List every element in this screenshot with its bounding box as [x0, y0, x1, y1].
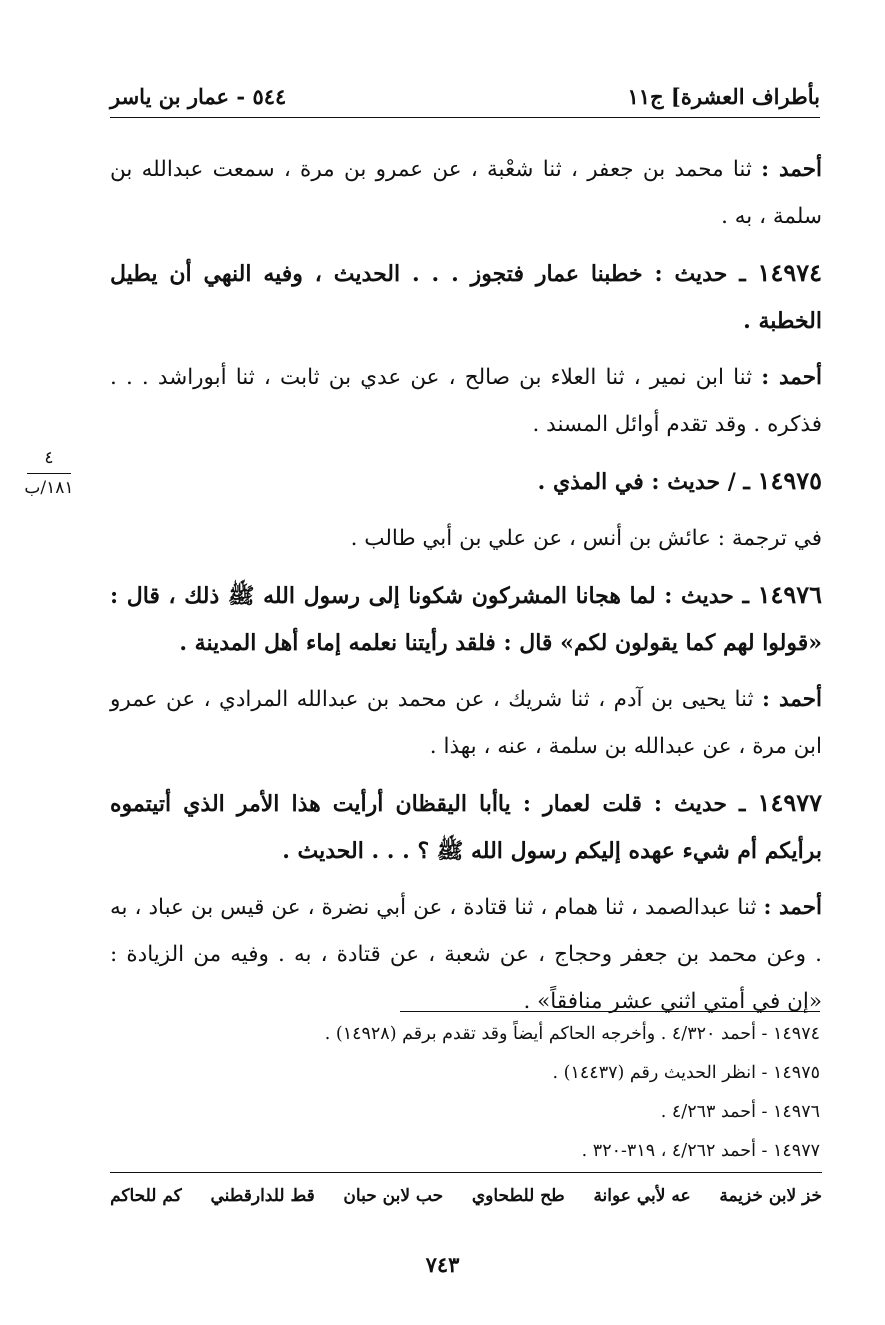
- main-text: [110, 146, 822, 1034]
- hadith-number: ١٤٩٧٤: [757, 258, 822, 287]
- chain-paragraph: في ترجمة : عائش بن أنس ، عن علي بن أبي طالب .: [350, 526, 822, 551]
- abbreviation-item: خز لابن خزيمة: [719, 1186, 822, 1206]
- chain-paragraph: أحمد : ثنا يحيى بن آدم ، ثنا شريك ، عن محمد بن عبدالله المرادي ، عن عمرو ابن مرة ، عن عبدالله بن سلمة ، عنه ، بهذا .: [110, 687, 822, 759]
- margin-note-folio: ١٨١/ب: [24, 478, 74, 498]
- hadith-entry: ١٤٩٧٥ ـ / حديث : في المذي .: [537, 466, 822, 495]
- chain-paragraph: أحمد : ثنا ابن نمير ، ثنا العلاء بن صالح ، عن عدي بن ثابت ، ثنا أبوراشد . . . فذكره . وقد تقدم أوائل المسند .: [110, 365, 822, 437]
- margin-note-divider: [27, 473, 71, 474]
- hadith-entry: ١٤٩٧٤ ـ حديث : خطبنا عمار فتجوز . . . الحديث ، وفيه النهي أن يطيل الخطبة .: [110, 258, 822, 334]
- hadith-number: ١٤٩٧٦: [757, 580, 823, 609]
- hadith-number: ١٤٩٧٥: [757, 466, 822, 495]
- footnote: ١٤٩٧٥ - انظر الحديث رقم (١٤٤٣٧) .: [552, 1063, 820, 1083]
- margin-manuscript-note: [8, 448, 90, 498]
- abbreviations-rule: [110, 1172, 822, 1173]
- abbreviation-item: حب لابن حبان: [343, 1186, 444, 1206]
- header-book-title: بأطراف العشرة] ج١١: [627, 84, 820, 109]
- hadith-entry: ١٤٩٧٦ ـ حديث : لما هجانا المشركون شكونا إلى رسول الله ﷺ ذلك ، قال : «قولوا لهم كما يقولون لكم» قال : فلقد رأيتنا نعلمه إماء أهل المدينة .: [110, 580, 823, 656]
- abbreviation-item: عه لأبي عوانة: [593, 1186, 691, 1206]
- footnote-rule: [400, 1011, 820, 1012]
- footnote: ١٤٩٧٧ - أحمد ٤/٢٦٢ ، ٣١٩-٣٢٠ .: [581, 1141, 820, 1161]
- footnote: ١٤٩٧٦ - أحمد ٤/٢٦٣ .: [660, 1102, 820, 1122]
- chain-paragraph: أحمد : ثنا محمد بن جعفر ، ثنا شعْبة ، عن عمرو بن مرة ، سمعت عبدالله بن سلمة ، به .: [110, 157, 822, 229]
- margin-note-volume: ٤: [44, 448, 54, 468]
- running-header: [110, 78, 820, 118]
- header-rule: [110, 117, 820, 118]
- abbreviations-key: [110, 1186, 822, 1206]
- abbreviation-item: طح للطحاوي: [471, 1186, 565, 1206]
- abbreviation-item: كم للحاكم: [110, 1186, 182, 1206]
- page-number: ٧٤٣: [425, 1252, 460, 1277]
- chain-paragraph: أحمد : ثنا عبدالصمد ، ثنا همام ، ثنا قتادة ، عن أبي نضرة ، عن قيس بن عباد ، به . وعن محمد بن جعفر وحجاج ، عن شعبة ، عن قتادة ، به . وفيه من الزيادة : «إن في أمتي اثني عشر منافقاً» .: [110, 895, 822, 1014]
- header-section-title: ٥٤٤ - عمار بن ياسر: [110, 84, 287, 109]
- footnote: ١٤٩٧٤ - أحمد ٤/٣٢٠ . وأخرجه الحاكم أيضاً وقد تقدم برقم (١٤٩٢٨) .: [324, 1024, 820, 1044]
- hadith-entry: ١٤٩٧٧ ـ حديث : قلت لعمار : ياأبا اليقظان أرأيت هذا الأمر الذي أتيتموه برأيكم أم شيء عهده إليكم رسول الله ﷺ ؟ . . . الحديث .: [110, 788, 822, 864]
- hadith-number: ١٤٩٧٧: [757, 788, 822, 817]
- abbreviation-item: قط للدارقطني: [210, 1186, 315, 1206]
